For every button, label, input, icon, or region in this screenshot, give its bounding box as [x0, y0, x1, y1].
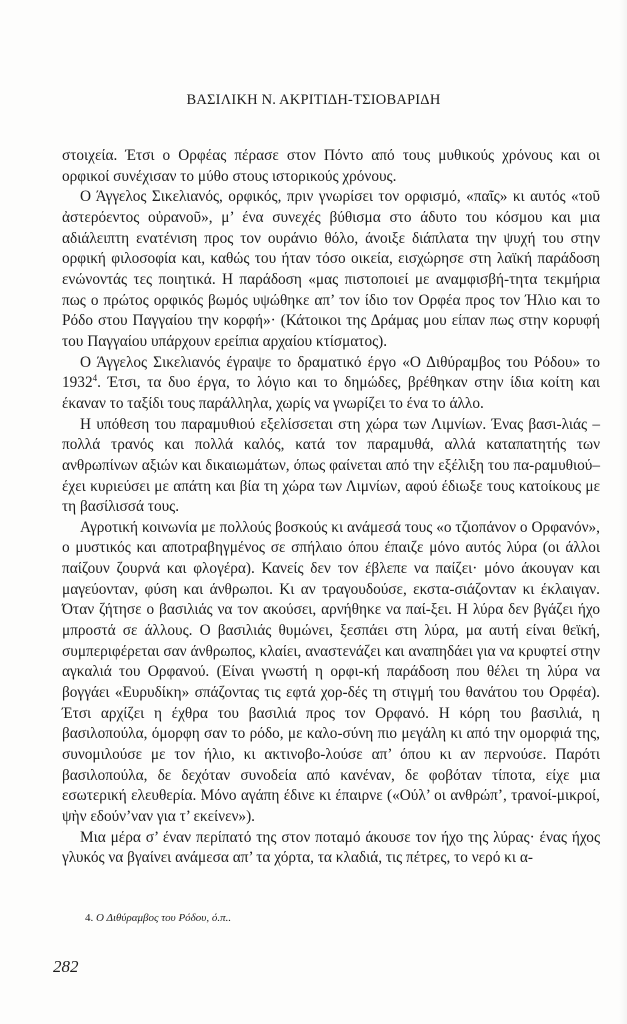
paragraph-text: Ο Άγγελος Σικελιανός έγραψε το δραματικό έργο «Ο Διθύραμβος του Ρόδου» το 1932 — [62, 353, 600, 392]
paragraph — [62, 353, 600, 415]
footnote-number: 4. — [85, 912, 94, 924]
paragraph: στοιχεία. Έτσι ο Ορφέας πέρασε στον Πόντο από τους μυθικούς χρόνους και οι ορφικοί συνέχισαν το μύθο στους ιστορικούς χρόνους. — [62, 147, 600, 185]
paragraph: Ο Άγγελος Σικελιανός, ορφικός, πριν γνωρίσει τον ορφισμό, «παῖς» κι αυτός «τοῦ ἀστερόεντος οὐρανοῦ», μ’ ένα συνεχές βύθισμα στο άδυτο του κόσμου και μια αδιάλειπτη ενατένιση προς τον ουράνιο θόλο, άνοιξε διάπλατα την ψυχή του στην ορφική φιλοσοφία και, καθώς του ήταν τόσο οικεία, εισχώρησε στη λαϊκή παράδοση ενώνοντάς τες ποιητικά. Η παράδοση «μας πιστοποιεί με αναμφισβή-τητα τεκμήρια πως ο πρώτος ορφικός βωμός υψώθηκε απ’ τον ίδιο τον Ορφέα προς τον Ήλιο και το Ρόδο στου Παγγαίου την κορφή»· (Κάτοικοι της Δράμας μου είπαν πως στην κορυφή του Παγγαίου υπάρχουν ερείπια αρχαίου κτίσματος). — [62, 188, 600, 350]
paragraph: Αγροτική κοινωνία με πολλούς βοσκούς κι ανάμεσά τους «ο τζιοπάνον ο Ορφανόν», ο μυστικός και αποτραβηγμένος σε σπήλαιο όπου έπαιζε μόνο αυτός λύρα (οι άλλοι παίζουν ζουρνά και φλογέρα). Κανείς δεν τον έβλεπε να παίζει· μόνο άκουγαν και μαγεύονταν, φύση και άνθρωποι. Κι αν τραγουδούσε, εκστα-σιάζονταν κι έκλαιγαν. Όταν ζήτησε ο βασιλιάς να τον ακούσει, αρνήθηκε να παί-ξει. Η λύρα δεν βγάζει ήχο μπροστά σε άλλους. Ο βασιλιάς θυμώνει, ξεσπάει στη λύρα, μα αυτή είναι θεϊκή, συμπεριφέρεται σαν άνθρωπος, κλαίει, αναστενάζει και αναπηδάει για να κρυφτεί στην αγκαλιά του Ορφανού. (Είναι γνωστή η ορφι-κή παράδοση που θέλει τη λύρα να βογγάει «Ευρυδίκη» σπάζοντας τις εφτά χορ-δές τη στιγμή του θανάτου του Ορφέα). Έτσι αρχίζει η έχθρα του βασιλιά προς τον Ορφανό. Η κόρη του βασιλιά, η βασιλοπούλα, όμορφη σαν το ρόδο, με καλο-σύνη πιο μεγάλη κι από την ομορφιά της, συνομιλούσε με τον ήλιο, κι ακτινοβο-λούσε απ’ όπου κι αν περνούσε. Παρότι βασιλοπούλα, δε δεχόταν συνοδεία από κανέναν, δε φοβόταν τίποτα, είχε μια εσωτερική ελευθερία. Μόνο αγάπη έδινε κι έπαιρνε («Ούλ’ οι ανθρώπ’, τρανοί-μικροί, ψὴν εδούν’ναν για τ’ εκείνεν»). — [62, 518, 600, 825]
page-edge-shadow — [619, 0, 627, 1024]
footnote — [85, 912, 231, 924]
running-head: ΒΑΣΙΛΙΚΗ Ν. ΑΚΡΙΤΙΔΗ-ΤΣΙΟΒΑΡΙΔΗ — [186, 92, 441, 108]
body-text — [62, 146, 600, 869]
paragraph: Μια μέρα σ’ έναν περίπατό της στον ποταμό άκουσε τον ήχο της λύρας· ένας ήχος γλυκός να βγαίνει ανάμεσα απ’ τα χόρτα, τα κλαδιά, τις πέτρες, το νερό κι α- — [62, 828, 600, 867]
paragraph: Η υπόθεση του παραμυθιού εξελίσσεται στη χώρα των Λιμνίων. Ένας βασι-λιάς –πολλά τρανός και πολλά καλός, κατά τον παραμυθά, αλλά καταπατητής των ανθρωπίνων αξιών και δικαιωμάτων, όπως φαίνεται από την εξέλιξη του πα-ραμυθιού– έχει κυριεύσει με απάτη και βία τη χώρα των Λιμνίων, αφού έδιωξε τους κατοίκους με τη βασίλισσά τους. — [62, 415, 600, 516]
page-number: 282 — [53, 957, 79, 976]
footnote-reference[interactable]: 4 — [92, 373, 98, 384]
footnote-text: Ο Διθύραμβος του Ρόδου, ό.π.. — [96, 912, 232, 924]
paragraph-text: . Έτσι, τα δυο έργα, το λόγιο και το δημώδες, βρέθηκαν στην ίδια κοίτη και έκαναν το ταξίδι τους παράλληλα, χωρίς να γνωρίζει το ένα το άλλο. — [62, 374, 600, 412]
